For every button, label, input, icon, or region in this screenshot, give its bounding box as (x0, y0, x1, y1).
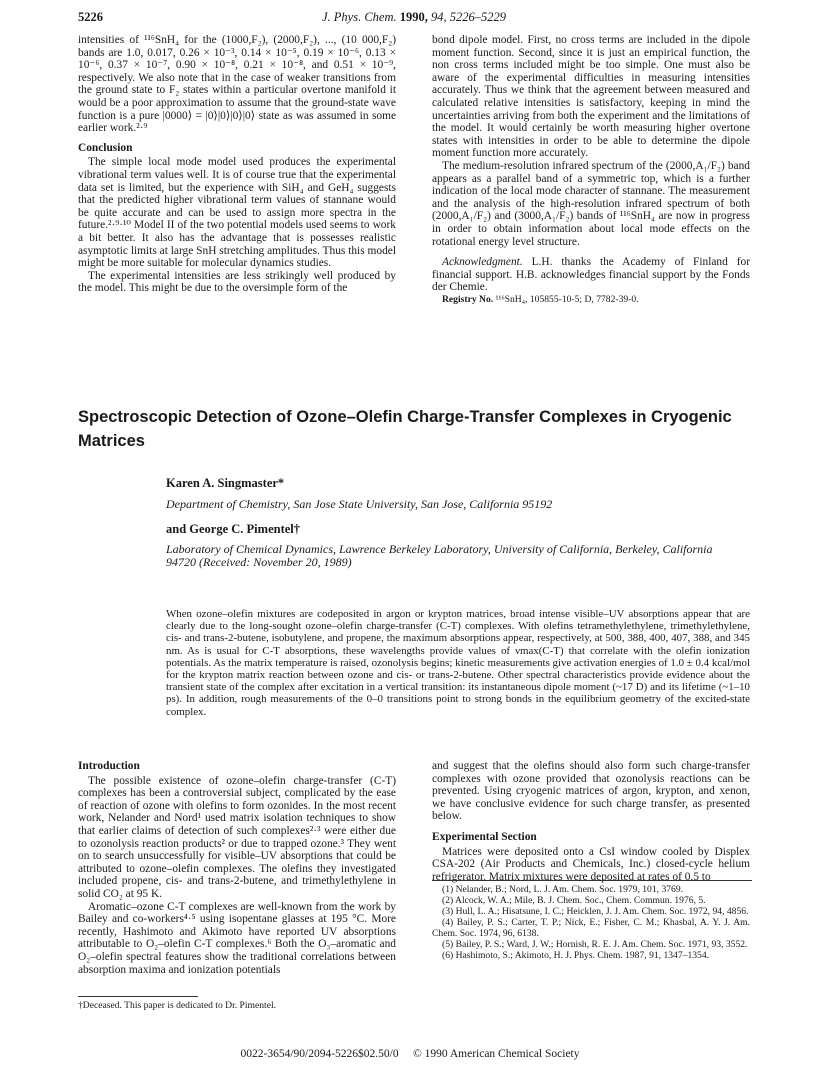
page-number: 5226 (78, 10, 103, 24)
article-title: Spectroscopic Detection of Ozone–Olefin Charge-Transfer Complexes in Cryogenic Matrices (78, 408, 732, 450)
introduction-paragraph-1: The possible existence of ozone–olefin charge-transfer (C-T) complexes has been a controversial subject, complicated by the ease of reaction of ozone with olefins to form ozonides. In the most recent work, Nelander and Nord¹ used matrix isolation techniques to show that earlier claims of detection of such complexes²·³ were either due to ozonolysis reaction products² or due to trapped ozone.³ They went on to search unsuccessfully for visible–UV absorptions that could be attributed to ozone–olefin complexes. The olefins they investigated included propene, cis- and trans-2-butene, and trimethylethylene in solid CO₂ at 95 K. (78, 774, 396, 900)
author-pimentel: and George C. Pimentel† (166, 522, 301, 536)
registry-numbers (432, 294, 750, 307)
running-header (78, 10, 750, 26)
conclusion-paragraph-1: The simple local mode model used produces the experimental vibrational term values well. It is of course true that the experimental data set is limited, but the experience with SiH₄ and GeH₄ suggests that the predicted higher vibrational term values of stannane would be quite accurate and can be used to assign more spectra in the future.²·⁹·¹⁰ Model II of the two potential models used seems to work a bit better. It also has the advantage that is possesses realistic asymptotic limits at large SnH stretching amplitudes. Thus this model might be more suitable for molecular dynamics studies. (78, 156, 396, 270)
experimental-heading: Experimental Section (432, 830, 537, 843)
registry-label: Registry No. (442, 293, 494, 305)
author-singmaster: Karen A. Singmaster* (166, 476, 285, 490)
page-footer (0, 1048, 820, 1060)
affiliation-berkeley: Laboratory of Chemical Dynamics, Lawrence Berkeley Laboratory, University of California, Berkeley, California 94720 (Received: November 20, 1989) (166, 542, 713, 569)
copyright: © 1990 American Chemical Society (412, 1048, 580, 1060)
reference-item: (4) Bailey, P. S.; Carter, T. P.; Nick, E.; Fisher, C. M.; Khasbal, A. Y. J. Am. Chem. Soc. 1974, 96, 6138. (432, 917, 750, 939)
references (432, 880, 750, 961)
registry-text: ¹¹⁶SnH₄, 105855-10-5; D, 7782-39-0. (495, 293, 639, 305)
acknowledgment-text: L.H. thanks the Academy of Finland for financial support. H.B. acknowledges financial support by the Fonds der Chemie. (432, 256, 750, 294)
conclusion-heading: Conclusion (78, 141, 133, 154)
abstract: When ozone–olefin mixtures are codeposited in argon or krypton matrices, broad intense visible–UV absorptions appear that are clearly due to the long-sought ozone–olefin charge-transfer (C-T) complexes. With olefins tetramethylethylene, trimethylethylene, cis- and trans-2-butene, isobutylene, and propene, the maximum absorptions appear, respectively, at 500, 388, 400, 407, 388, and 345 nm. As is usual for C-T absorptions, these wavelengths provide values of νmax(C-T) that correlate with the olefin ionization potentials. As the matrix temperature is raised, ozonolysis begins; kinetic measurements give activation energies of 1.0 ± 0.4 kcal/mol for the krypton matrix reaction between ozone and cis- or trans-2-butene. Other spectral characteristics provide evidence about the transient state of the complex after excitation in a vertical transition: its instantaneous dipole moment (~17 D) and its lifetime (~1–10 ps). In addition, rough measurements of the 0–0 transitions point to strong bonds in the equilibrium geometry of the excited-state complex. (166, 608, 750, 718)
dipole-paragraph: bond dipole model. First, no cross terms are included in the dipole moment function. Second, since it is just an empirical function, the non cross terms included might be too simple. One must also be aware of the experimental difficulties in measuring intensities accurately. Thus we think that the agreement between measured and calculated relative intensities is satisfactory, keeping in mind the uncertainties arriving from both the experiment and the limitations of the model. It would certainly be worth measuring higher overtone states with intensities in order to be able to determine the dipole moment function more accurately. (432, 34, 750, 160)
reference-item: (3) Hull, L. A.; Hisatsune, I. C.; Heicklen, J. J. Am. Chem. Soc. 1972, 94, 4856. (442, 906, 749, 917)
reference-item: (6) Hashimoto, S.; Akimoto, H. J. Phys. Chem. 1987, 91, 1347–1354. (442, 950, 710, 961)
journal-volume-pages: 94, 5226–5229 (431, 10, 506, 24)
introduction-paragraph-3: and suggest that the olefins should also form such charge-transfer complexes with ozone provided that ozonolysis reactions can be prevented. Using cryogenic matrices of argon, krypton, and xenon, we have conclusive evidence for such charge transfer, as presented below. (432, 760, 750, 823)
article-code: 0022-3654/90/2094-5226$02.50/0 (240, 1048, 399, 1060)
journal-citation (78, 10, 750, 25)
right-column-top (432, 34, 750, 306)
spectrum-paragraph: The medium-resolution infrared spectrum of the (2000,A₁/F₂) band appears as a parallel band of a symmetric top, which is a further indication of the local mode character of stannane. The measurement and the analysis of the high-resolution infrared spectrum of both (2000,A₁/F₂) and (3000,A₁/F₂) bands of ¹¹⁶SnH₄ are now in progress in order to obtain information about local mode effects on the rotational energy level structure. (432, 159, 750, 248)
reference-item: (1) Nelander, B.; Nord, L. J. Am. Chem. Soc. 1979, 101, 3769. (442, 884, 684, 895)
reference-item: (2) Alcock, W. A.; Mile, B. J. Chem. Soc., Chem. Commun. 1976, 5. (442, 895, 706, 906)
reference-item: (5) Bailey, P. S.; Ward, J. W.; Hornish, R. E. J. Am. Chem. Soc. 1971, 93, 3552. (442, 939, 748, 950)
intensity-paragraph: intensities of ¹¹⁶SnH₄ for the (1000,F₂), (2000,F₂), ..., (10 000,F₂) bands are 1.0, 0.017, 0.26 × 10⁻³, 0.14 × 10⁻⁵, 0.19 × 10⁻⁶, 0.13 × 10⁻⁶, 0.37 × 10⁻⁷, 0.90 × 10⁻⁸, 0.21 × 10⁻⁸, and 0.51 × 10⁻⁹, respectively. We also note that in the case of weaker transitions from the ground state to F₂ states within a particular overtone manifold it would be a poor approximation to assume that the ground-state wave function is a pure |0000⟩ = |0⟩|0⟩|0⟩|0⟩ state as was assumed in some earlier work.²·⁹ (78, 34, 396, 135)
left-column-top (78, 34, 396, 295)
experimental-paragraph-1: Matrices were deposited onto a CsI window cooled by Displex CSA-202 (Air Products and Chemicals, Inc.) closed-cycle helium refrigerator. Matrix mixtures were deposited at rates of 0.5 to (432, 845, 750, 883)
footnote-rule (78, 996, 198, 997)
acknowledgment (432, 256, 750, 294)
right-column-bottom (432, 760, 750, 883)
introduction-heading: Introduction (78, 760, 140, 772)
left-column-bottom (78, 760, 396, 976)
journal-year: 1990, (399, 10, 428, 24)
conclusion-paragraph-2: The experimental intensities are less strikingly well produced by the model. This might be due to the oversimple form of the (78, 269, 396, 295)
acknowledgment-label: Acknowledgment. (442, 256, 523, 269)
references-rule (432, 880, 752, 881)
affiliation-san-jose: Department of Chemistry, San Jose State University, San Jose, California 95192 (166, 497, 553, 511)
footnote-deceased: †Deceased. This paper is dedicated to Dr. Pimentel. (78, 1000, 277, 1011)
journal-name: J. Phys. Chem. (321, 10, 397, 24)
introduction-paragraph-2: Aromatic–ozone C-T complexes are well-known from the work by Bailey and co-workers⁴·⁵ using isopentane glasses at 195 °C. More recently, Hashimoto and Akimoto have reported UV absorptions attributable to O₂–olefin C-T complexes.⁶ Both the O₃–aromatic and O₂–olefin spectral features show the traditional correlations between absorption maxima and ionization potentials (78, 900, 396, 976)
